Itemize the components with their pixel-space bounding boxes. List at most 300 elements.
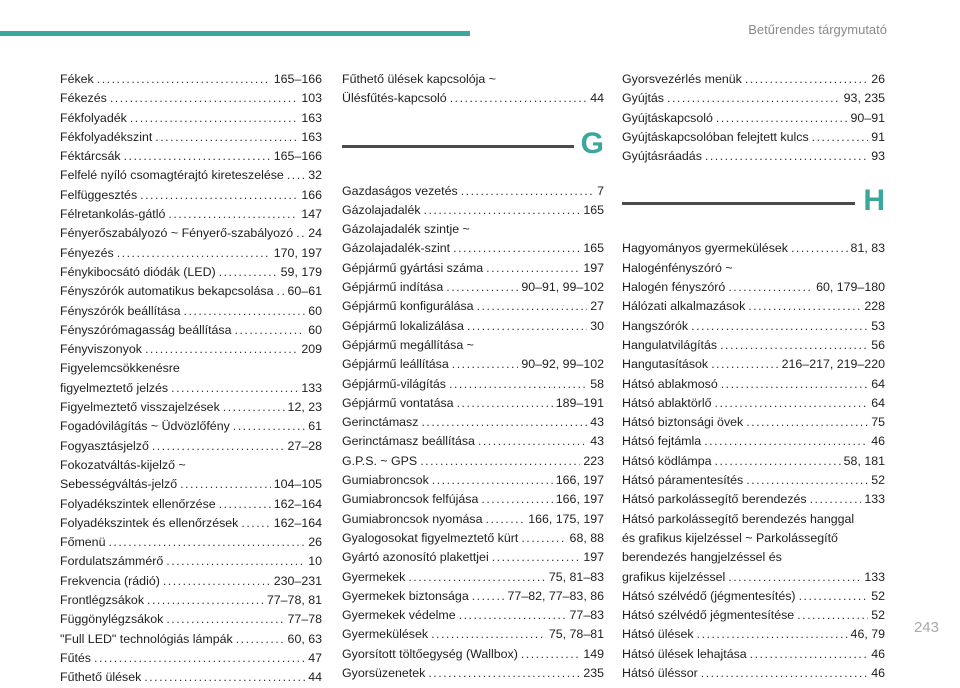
index-entry-term: Felfüggesztés xyxy=(60,187,138,202)
dot-leader xyxy=(791,239,848,258)
dot-leader xyxy=(697,625,848,644)
index-entry-page: 52 xyxy=(871,588,885,603)
index-entry xyxy=(60,109,322,128)
index-entry-page: 209 xyxy=(301,342,322,357)
index-entry-page: 60 xyxy=(308,303,322,318)
dot-leader xyxy=(810,490,862,509)
dot-leader xyxy=(478,432,587,451)
index-entry-term: Gázolajadalék xyxy=(342,202,421,217)
dot-leader xyxy=(180,475,271,494)
dot-leader xyxy=(746,413,868,432)
index-entry-page: 163 xyxy=(301,110,322,125)
index-entry xyxy=(342,452,604,471)
index-entry-term: Ülésfűtés-kapcsoló xyxy=(342,91,447,106)
index-entry-term: Gépjármű indítása xyxy=(342,280,444,295)
index-entry xyxy=(342,413,604,432)
dot-leader xyxy=(424,201,581,220)
index-entry xyxy=(622,239,885,258)
index-entry-term: Gumiabroncsok felfújása xyxy=(342,492,479,507)
index-entry-page: 91 xyxy=(871,129,885,144)
dot-leader xyxy=(144,668,305,687)
index-entry-page: 10 xyxy=(308,554,322,569)
index-entry-term: Hátsó ködlámpa xyxy=(622,453,712,468)
dot-leader xyxy=(705,147,868,166)
index-entry-term: Gépjármű lokalizálása xyxy=(342,318,464,333)
index-entry xyxy=(342,297,604,316)
dot-leader xyxy=(704,432,868,451)
dot-leader xyxy=(223,398,285,417)
index-entry-term: Hátsó ülések lehajtása xyxy=(622,646,747,661)
index-entry-page: 163 xyxy=(301,129,322,144)
index-entry-page: 60–61 xyxy=(287,284,322,299)
index-entry-page: 64 xyxy=(871,395,885,410)
index-entry-term: berendezés hangjelzéssel és xyxy=(622,550,782,565)
index-entry-term: Gyújtáskapcsoló xyxy=(622,110,713,125)
dot-leader xyxy=(94,649,305,668)
index-entry-page: 165–166 xyxy=(273,149,322,164)
index-entry-page: 75 xyxy=(871,415,885,430)
dot-leader xyxy=(145,340,298,359)
dot-leader xyxy=(457,394,553,413)
index-entry xyxy=(60,244,322,263)
index-entry-term: Hátsó szélvédő (jégmentesítés) xyxy=(622,588,796,603)
index-entry-term: Fényszórók beállítása xyxy=(60,303,181,318)
index-entry xyxy=(60,398,322,417)
index-entry xyxy=(60,128,322,147)
index-entry xyxy=(342,664,604,683)
index-entry-page: 77–83 xyxy=(569,608,604,623)
index-entry xyxy=(60,591,322,610)
index-entry-term: Frekvencia (rádió) xyxy=(60,573,160,588)
dot-leader xyxy=(233,417,305,436)
index-entry xyxy=(342,394,604,413)
index-entry-page: 166, 175, 197 xyxy=(528,511,604,526)
index-entry xyxy=(622,625,885,644)
index-entry-term: Fűthető ülések kapcsolója ~ xyxy=(342,72,496,86)
index-entry xyxy=(60,340,322,359)
index-entry-page: 162–164 xyxy=(273,496,322,511)
index-entry-term: Fűtés xyxy=(60,650,91,665)
index-entry-page: 77–78, 81 xyxy=(266,593,322,608)
index-entry-term: Halogénfényszóró ~ xyxy=(622,260,733,275)
index-entry xyxy=(622,109,885,128)
index-entry-page: 133 xyxy=(301,380,322,395)
index-entry-page: 43 xyxy=(590,434,604,449)
index-entry xyxy=(60,552,322,571)
dot-leader xyxy=(152,437,285,456)
dot-leader xyxy=(241,514,270,533)
dot-leader xyxy=(428,664,580,683)
index-entry-term: Fékezés xyxy=(60,91,107,106)
index-entry xyxy=(622,297,885,316)
index-entry-term: Halogén fényszóró xyxy=(622,280,726,295)
index-entry-page: 30 xyxy=(590,318,604,333)
index-entry xyxy=(342,471,604,490)
index-entry-term: Gazdaságos vezetés xyxy=(342,183,458,198)
index-entry xyxy=(342,259,604,278)
dot-leader xyxy=(110,89,298,108)
index-entry-term: Fokozatváltás-kijelző ~ xyxy=(60,457,186,472)
index-entry-term: figyelmeztető jelzés xyxy=(60,380,169,395)
index-entry-term: Hátsó szélvédő jégmentesítése xyxy=(622,608,795,623)
index-entry-term: Gépjármű gyártási száma xyxy=(342,260,484,275)
index-entry-page: 53 xyxy=(871,318,885,333)
index-entry-page: 165 xyxy=(583,202,604,217)
dot-leader xyxy=(184,302,306,321)
index-entry-page: 46 xyxy=(871,666,885,681)
index-entry-term: Hálózati alkalmazások xyxy=(622,299,746,314)
index-entry-page: 64 xyxy=(871,376,885,391)
dot-leader xyxy=(716,109,848,128)
dot-leader xyxy=(799,587,869,606)
index-entry-page: 166 xyxy=(301,187,322,202)
index-entry xyxy=(622,587,885,606)
section-header-g xyxy=(342,124,604,182)
index-entry-term: Fékek xyxy=(60,72,94,86)
index-entry-term: Hangulatvilágítás xyxy=(622,337,718,352)
index-entry-page: 147 xyxy=(301,207,322,222)
index-entry xyxy=(60,186,322,205)
index-entry-page: 60, 179–180 xyxy=(816,280,885,295)
index-entry-page: 165 xyxy=(583,241,604,256)
index-entry-term: Hátsó parkolássegítő berendezés hanggal xyxy=(622,511,855,526)
index-entry-term: Gépjármű leállítása xyxy=(342,357,449,372)
index-entry xyxy=(342,587,604,606)
dot-leader xyxy=(166,552,305,571)
index-entry-page: 228 xyxy=(864,299,885,314)
index-column-3 xyxy=(622,70,885,683)
index-entry-term: Hátsó ablakmosó xyxy=(622,376,718,391)
index-entry-page: 216–217, 219–220 xyxy=(781,357,885,372)
index-entry-term: Gyártó azonosító plakettjei xyxy=(342,550,489,565)
dot-leader xyxy=(147,591,264,610)
index-entry-term: Féktárcsák xyxy=(60,149,121,164)
index-entry-page: 75, 78–81 xyxy=(548,627,604,642)
index-entry-term: Hátsó ülések xyxy=(622,627,694,642)
dot-leader xyxy=(296,224,305,243)
index-entry-term: Hátsó biztonsági övek xyxy=(622,415,744,430)
index-entry-term: Hangutasítások xyxy=(622,357,709,372)
index-entry-page: 90–91 xyxy=(850,110,885,125)
dot-leader xyxy=(477,297,588,316)
index-entry-page: 58, 181 xyxy=(843,453,885,468)
index-entry-term: G.P.S. ~ GPS xyxy=(342,453,418,468)
index-entry xyxy=(342,432,604,451)
index-entry xyxy=(60,514,322,533)
index-entry-term: Fordulatszámmérő xyxy=(60,554,164,569)
index-entry xyxy=(342,548,604,567)
index-entry-term: Frontlégzsákok xyxy=(60,593,145,608)
index-entry-page: 32 xyxy=(308,168,322,183)
index-entry xyxy=(622,413,885,432)
dot-leader xyxy=(486,510,526,529)
dot-leader xyxy=(459,606,567,625)
dot-leader xyxy=(124,147,271,166)
index-entry-page: 77–78 xyxy=(287,612,322,627)
index-entry xyxy=(60,282,322,301)
index-entry-page: 170, 197 xyxy=(273,245,322,260)
index-entry-term: grafikus kijelzéssel xyxy=(622,569,726,584)
index-entry-page: 52 xyxy=(871,608,885,623)
section-rule xyxy=(622,202,855,205)
index-entry xyxy=(342,201,604,220)
dot-leader xyxy=(235,321,306,340)
index-entry xyxy=(342,510,604,529)
index-entry-page: 44 xyxy=(590,91,604,106)
dot-leader xyxy=(745,70,868,89)
index-entry xyxy=(60,166,322,185)
index-entry xyxy=(60,572,322,591)
dot-leader xyxy=(481,490,552,509)
dot-leader xyxy=(720,336,868,355)
index-entry-term: Fékfolyadékszint xyxy=(60,129,153,144)
index-entry xyxy=(622,606,885,625)
index-entry-page: 26 xyxy=(308,535,322,550)
index-entry-term: Gázolajadalék-szint xyxy=(342,241,451,256)
page-number: 243 xyxy=(913,619,939,636)
index-entry-term: Hátsó parkolássegítő berendezés xyxy=(622,492,807,507)
dot-leader xyxy=(155,128,298,147)
index-entry-term: Gyermekek xyxy=(342,569,406,584)
dot-leader xyxy=(449,375,587,394)
index-entry-term: Fékfolyadék xyxy=(60,110,127,125)
index-entry xyxy=(622,89,885,108)
dot-leader xyxy=(117,244,271,263)
section-rule xyxy=(342,145,574,148)
index-entry xyxy=(342,220,604,259)
index-entry-term: Sebességváltás-jelző xyxy=(60,477,178,492)
index-entry-page: 93 xyxy=(871,149,885,164)
index-entry-page: 104–105 xyxy=(273,477,322,492)
dot-leader xyxy=(467,317,587,336)
index-entry-page: 90–91, 99–102 xyxy=(521,280,604,295)
index-entry-page: 44 xyxy=(308,670,322,685)
index-entry-page: 60, 63 xyxy=(287,631,322,646)
index-entry-term: Gumiabroncsok xyxy=(342,473,429,488)
dot-leader xyxy=(691,317,868,336)
index-entry-term: Gépjármű konfigurálása xyxy=(342,299,474,314)
index-entry-page: 56 xyxy=(871,337,885,352)
index-entry-term: Gyorsított töltőegység (Wallbox) xyxy=(342,646,518,661)
index-entry xyxy=(622,645,885,664)
dot-leader xyxy=(750,645,869,664)
column-3-top-entries xyxy=(622,70,885,166)
index-entry-term: Függönylégzsákok xyxy=(60,612,164,627)
index-entry-term: Folyadékszintek ellenőrzése xyxy=(60,496,216,511)
dot-leader xyxy=(432,471,553,490)
index-entry xyxy=(622,336,885,355)
index-entry-term: Hangszórók xyxy=(622,318,689,333)
index-entry-page: 26 xyxy=(871,72,885,86)
index-entry xyxy=(342,645,604,664)
index-entry xyxy=(342,182,604,201)
index-entry-page: 81, 83 xyxy=(850,241,885,256)
index-entry-page: 61 xyxy=(308,419,322,434)
index-entry-page: 24 xyxy=(308,226,322,241)
index-entry-page: 27–28 xyxy=(287,438,322,453)
column-2-top-entries xyxy=(342,70,604,109)
header-accent-bar xyxy=(0,31,470,36)
dot-leader xyxy=(521,645,580,664)
dot-leader xyxy=(715,394,869,413)
index-entry-term: és grafikus kijelzéssel ~ Parkolássegítő xyxy=(622,530,838,545)
index-entry xyxy=(342,70,604,109)
index-entry-page: 27 xyxy=(590,299,604,314)
index-entry-term: Gyermekek védelme xyxy=(342,608,456,623)
dot-leader xyxy=(420,452,580,471)
index-entry-page: 43 xyxy=(590,415,604,430)
index-entry xyxy=(60,630,322,649)
index-entry-term: Fényszórók automatikus bekapcsolása xyxy=(60,284,274,299)
dot-leader xyxy=(461,182,594,201)
index-column-2 xyxy=(342,70,604,683)
index-entry xyxy=(60,70,322,89)
dot-leader xyxy=(797,606,868,625)
index-entry xyxy=(622,259,885,298)
index-entry-term: Fogadóvilágítás ~ Üdvözlőfény xyxy=(60,419,230,434)
index-entry xyxy=(622,510,885,587)
index-entry xyxy=(622,375,885,394)
dot-leader xyxy=(219,263,278,282)
index-entry xyxy=(60,610,322,629)
index-entry-term: Figyelmeztető visszajelzések xyxy=(60,400,220,415)
index-entry xyxy=(60,495,322,514)
dot-leader xyxy=(748,297,861,316)
index-entry xyxy=(622,70,885,89)
index-entry xyxy=(622,471,885,490)
dot-leader xyxy=(431,625,546,644)
index-entry-term: Gyalogosokat figyelmeztető kürt xyxy=(342,530,519,545)
dot-leader xyxy=(130,109,299,128)
dot-leader xyxy=(421,413,587,432)
index-entry-term: Folyadékszintek és ellenőrzések xyxy=(60,515,239,530)
index-entry-page: 90–92, 99–102 xyxy=(521,357,604,372)
index-entry xyxy=(60,224,322,243)
index-entry-page: 223 xyxy=(583,453,604,468)
index-entry-term: Gépjármű vontatása xyxy=(342,395,454,410)
dot-leader xyxy=(287,166,305,185)
index-entry-term: Félretankolás-gátló xyxy=(60,207,166,222)
dot-leader xyxy=(108,533,305,552)
index-entry-term: Gépjármű-világítás xyxy=(342,376,446,391)
index-entry xyxy=(622,432,885,451)
dot-leader xyxy=(168,205,298,224)
index-entry-term: Gyújtásráadás xyxy=(622,149,702,164)
index-entry-term: Gyermekek biztonsága xyxy=(342,588,469,603)
index-entry xyxy=(60,359,322,398)
index-entry-term: Fényerőszabályozó ~ Fényerő-szabályozó xyxy=(60,226,294,241)
index-entry-term: Gyújtás xyxy=(622,91,665,106)
dot-leader xyxy=(219,495,271,514)
index-entry-page: 7 xyxy=(597,183,604,198)
dot-leader xyxy=(97,70,271,89)
index-entry xyxy=(60,205,322,224)
index-entry-term: Hátsó ablaktörlő xyxy=(622,395,712,410)
index-entry xyxy=(342,606,604,625)
index-entry xyxy=(622,317,885,336)
dot-leader xyxy=(446,278,518,297)
index-entry-term: Fényviszonyok xyxy=(60,342,142,357)
index-entry-page: 197 xyxy=(583,260,604,275)
index-entry-term: Gyújtáskapcsolóban felejtett kulcs xyxy=(622,129,809,144)
index-entry xyxy=(622,147,885,166)
dot-leader xyxy=(472,587,505,606)
index-entry xyxy=(60,302,322,321)
dot-leader xyxy=(667,89,841,108)
index-entry xyxy=(622,490,885,509)
dot-leader xyxy=(746,471,868,490)
index-entry xyxy=(342,278,604,297)
index-entry-page: 59, 179 xyxy=(280,264,322,279)
index-entry-page: 166, 197 xyxy=(555,492,604,507)
index-entry xyxy=(622,128,885,147)
index-entry-term: Fűthető ülések xyxy=(60,670,142,685)
index-entry-page: 46, 79 xyxy=(850,627,885,642)
dot-leader xyxy=(721,375,868,394)
index-entry xyxy=(60,456,322,495)
index-entry-page: 60 xyxy=(308,322,322,337)
dot-leader xyxy=(715,452,841,471)
dot-leader xyxy=(492,548,581,567)
index-entry-term: Hátsó üléssor xyxy=(622,666,698,681)
dot-leader xyxy=(236,630,285,649)
index-entry-page: 58 xyxy=(590,376,604,391)
index-entry-term: Hátsó páramentesítés xyxy=(622,473,744,488)
index-entry xyxy=(622,664,885,683)
index-entry-page: 197 xyxy=(583,550,604,565)
index-entry-term: Főmenü xyxy=(60,535,106,550)
page-header-title: Betűrendes tárgymutató xyxy=(748,22,887,37)
index-entry xyxy=(60,147,322,166)
index-entry-page: 46 xyxy=(871,646,885,661)
index-entry xyxy=(342,625,604,644)
index-entry xyxy=(342,336,604,375)
index-entry xyxy=(60,649,322,668)
index-entry-term: Gyermekülések xyxy=(342,627,429,642)
section-letter: G xyxy=(580,126,604,160)
dot-leader xyxy=(166,610,284,629)
dot-leader xyxy=(521,529,566,548)
index-entry-term: Fényezés xyxy=(60,245,114,260)
dot-leader xyxy=(711,355,779,374)
index-entry xyxy=(622,394,885,413)
index-entry-page: 12, 23 xyxy=(287,400,322,415)
index-entry-page: 235 xyxy=(583,666,604,681)
index-entry-page: 166, 197 xyxy=(555,473,604,488)
dot-leader xyxy=(452,355,519,374)
index-entry xyxy=(342,490,604,509)
index-entry xyxy=(622,452,885,471)
index-entry-page: 162–164 xyxy=(273,515,322,530)
index-entry-term: Gázolajadalék szintje ~ xyxy=(342,222,470,237)
index-entry xyxy=(342,317,604,336)
column-3-entries xyxy=(622,239,885,683)
index-entry-term: "Full LED" technológiás lámpák xyxy=(60,631,233,646)
index-entry xyxy=(342,529,604,548)
index-column-1 xyxy=(60,70,322,688)
index-entry-page: 230–231 xyxy=(273,573,322,588)
index-entry-term: Gépjármű megállítása ~ xyxy=(342,337,474,352)
dot-leader xyxy=(701,664,868,683)
index-entry-term: Fogyasztásjelző xyxy=(60,438,149,453)
index-entry xyxy=(60,668,322,687)
index-entry xyxy=(60,263,322,282)
index-entry xyxy=(342,568,604,587)
index-entry-term: Figyelemcsökkenésre xyxy=(60,361,180,376)
dot-leader xyxy=(728,568,861,587)
index-entry-term: Hátsó fejtámla xyxy=(622,434,702,449)
index-entry xyxy=(60,321,322,340)
